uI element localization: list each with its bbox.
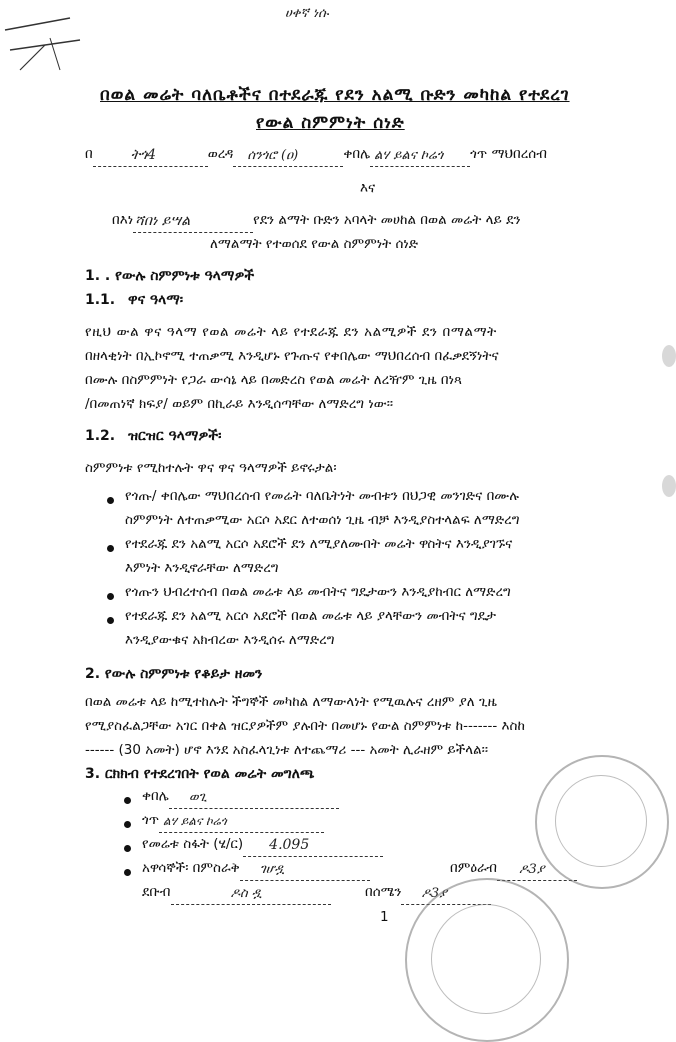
s3-area-value: 4.095 — [269, 837, 310, 853]
s3-neighbors-label: አዋሳኞች፡ በምስራቅ — [142, 860, 240, 876]
document-title: በወል መሬት ባለቤቶችና በተደራጁ የደን አልሚ ቡድን መካከል የተደረገ — [100, 85, 570, 105]
s3-south-row — [142, 880, 331, 905]
section-2-line-2b: እስከ — [501, 718, 525, 734]
s3-kebele-value: ወጊ — [188, 790, 207, 805]
para1-line-2: በዘላቂነት በኢኮኖሚ ተጠቃሚ እንዲሆኑ የጉጡና የቀበሌው ማህበረሰብ በፈቃደኝነትና — [85, 348, 499, 364]
s3-kebele-label: ቀበሌ — [142, 788, 169, 804]
para1-line-4: /በመጠነኛ ክፍያ/ ወይም በኪራይ እንዲሰጣቸው ለማድረግ ነው፡፡ — [85, 396, 394, 412]
s3-south-label: ደቡብ — [142, 884, 171, 900]
s3-north-value: ዶ3ያ — [421, 886, 448, 901]
punch-hole-1 — [662, 345, 676, 367]
group-line1-rest: የደን ልማት ቡድን አባላት መሀከል በወል መሬት ላይ ደን — [253, 212, 521, 228]
and-word: እና — [360, 180, 376, 196]
bullet-2-line-1: የተደራጁ ደን አልሚ አርሶ አደሮች ደን ለሚያለሙበት መሬት ዋስትና እንዲያገኙና — [125, 536, 513, 552]
woreda-label: ወረዳ — [207, 146, 234, 162]
s3-kebele-row — [142, 784, 339, 809]
group-line-2: ለማልማት የተወሰደ የውል ስምምነት ሰነድ — [210, 236, 419, 252]
section-1-1-number: 1.1. — [85, 292, 116, 308]
page-number: 1 — [380, 909, 389, 925]
bullet-dot-1 — [107, 497, 114, 504]
punch-hole-2 — [662, 475, 676, 497]
corner-scribble — [0, 10, 90, 80]
party-line — [85, 142, 547, 167]
section-3-heading: 3. ርክክብ የተደረገበት የወል መሬት መግለጫ — [85, 766, 315, 782]
party-prefix: በ — [85, 146, 93, 162]
group-name-value: ሻበነ ይሣል — [135, 213, 191, 229]
para1-line-3: በሙሉ በስምምነት የጋራ ውሳኔ ላይ በመድረስ የወል መሬት ለረዥም ጊዜ በነጻ — [85, 372, 463, 388]
section-2-line-3: ------ (30 አመት) ሆኖ እንደ አስፈላጊነቱ ለተጨማሪ --- አመት ሊራዘም ይችላል፡፡ — [85, 742, 489, 758]
s3-bullet-dot-4 — [124, 869, 131, 876]
s3-gote-value: ልሃ ይልና ኮሬጎ — [163, 814, 227, 828]
s3-area-row — [142, 832, 383, 857]
section-2-heading: 2. የውሉ ስምምነቱ የቆይታ ዘመን — [85, 666, 263, 682]
section-1-2-intro: ስምምነቱ የሚከተሉት ዋና ዋና ዓላማዎች ይኖሩታል፡ — [85, 460, 337, 476]
bullet-4-line-2: እንዲያውቁና አክብረው እንዲሰሩ ለማድረግ — [125, 632, 335, 648]
s3-bullet-dot-3 — [124, 845, 131, 852]
s3-gote-label: ጎጥ — [142, 812, 160, 828]
section-2-line-2a: የሚያስፈልጋቸው አገር በቀል ዝርያዎችም ያሉበት በመሆኑ የውል ስምምነቱ ከ------- — [85, 718, 498, 734]
woreda-value: ሰንጎሮ (ዐ) — [247, 148, 299, 163]
section-1-1-heading: ዋና ዓላማ፡ — [128, 292, 184, 308]
s3-area-label: የመሬቱ ስፋት (ሄ/ር) — [142, 836, 244, 852]
section-1-heading: 1. . የውሉ ስምምነቱ ዓላማዎች — [85, 268, 255, 284]
s3-bullet-dot-2 — [124, 821, 131, 828]
group-line-1 — [112, 208, 521, 233]
section-2-line-2 — [85, 714, 525, 739]
document-subtitle: የውል ስምምነት ሰነድ — [256, 113, 405, 133]
para1-line-1: የዚህ ውል ዋና ዓላማ የወል መሬት ላይ የተደራጁ ደን አልሚዎች ደን በማልማት — [85, 324, 497, 340]
s3-gote-row — [142, 808, 324, 833]
section-2-line-1: በወል መሬቱ ላይ ከሚተከሉት ችግኞች መካከል ለማውላነት የሚዉሉና ረዘም ያለ ጊዜ — [85, 694, 497, 710]
s3-neighbors-row — [142, 856, 370, 881]
s3-north-label: በሰሜን — [365, 884, 402, 900]
kebele-value: ልሃ ይልና ኮሬጎ — [374, 148, 444, 163]
official-stamp-right — [535, 755, 669, 889]
section-1-2-heading: ዝርዝር ዓላማዎች፡ — [128, 428, 222, 444]
s3-east-value: ገሆዷ — [259, 862, 285, 877]
group-prefix: በእነ — [112, 212, 134, 228]
bullet-1-line-2: ስምምነት ለተጠቃሚው አርሶ አደር ለተወሰነ ጊዜ ብቻ እንዲያስተላልፍ ለማድረግ — [125, 512, 520, 528]
bullet-dot-3 — [107, 593, 114, 600]
zone-value: ትጎ4 — [130, 147, 157, 163]
s3-south-value: ዶስ ዷ — [230, 886, 262, 901]
bullet-dot-4 — [107, 617, 114, 624]
top-handwriting: ሀቀኛ ነሱ — [285, 6, 329, 21]
official-stamp-bottom — [405, 878, 569, 1042]
s3-west-label: በምዕራብ — [450, 860, 498, 876]
bullet-1-line-1: የጎጡ/ ቀበሌው ማህበረሰብ የመሬት ባለቤትነት መብቱን በህጋዊ መንገድና በሙሉ — [125, 488, 519, 504]
party-suffix: ጎጥ ማህበረሰብ — [470, 146, 547, 162]
bullet-4-line-1: የተደራጁ ደን አልሚ አርሶ አደሮች በወል መሬቱ ላይ ያላቸውን መብትና ግዴታ — [125, 608, 496, 624]
bullet-dot-2 — [107, 545, 114, 552]
s3-bullet-dot-1 — [124, 797, 131, 804]
s3-west-value: ዶ3ያ — [519, 862, 545, 877]
bullet-2-line-2: እምነት እንዲኖራቸው ለማድረግ — [125, 560, 279, 576]
bullet-3-line-1: የጎጡን ህብረተሰብ በወል መሬቱ ላይ መብትና ግዴታውን እንዲያከብር ለማድረግ — [125, 584, 511, 600]
section-1-2-number: 1.2. — [85, 428, 116, 444]
kebele-label: ቀበሌ — [343, 146, 371, 162]
